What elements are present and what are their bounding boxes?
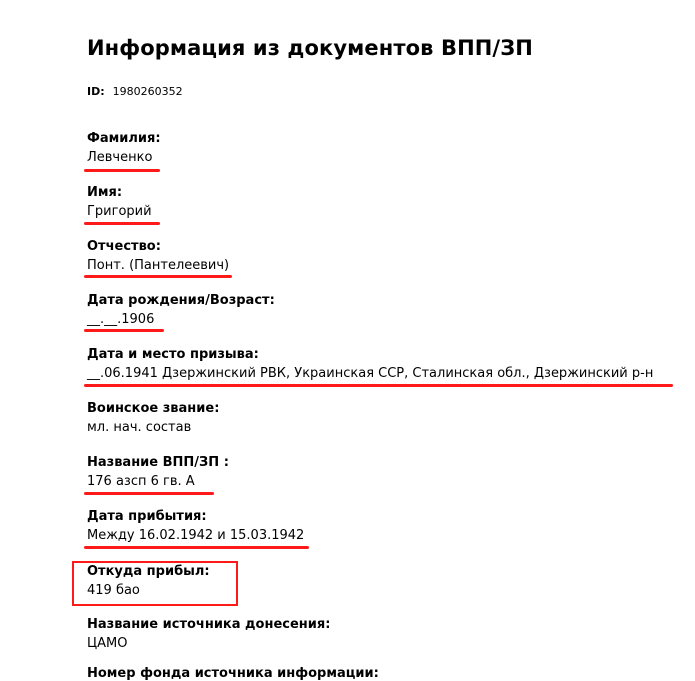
field-patronymic bbox=[87, 238, 229, 275]
field-rank bbox=[87, 400, 219, 437]
field-value: Понт. (Пантелеевич) bbox=[87, 258, 230, 273]
annotation-underline bbox=[84, 222, 160, 225]
id-value: 1980260352 bbox=[112, 85, 183, 98]
field-name bbox=[87, 184, 152, 221]
field-value: Левченко bbox=[87, 150, 153, 165]
field-surname bbox=[87, 130, 161, 167]
field-conscription bbox=[87, 346, 653, 383]
field-arrival-date bbox=[87, 508, 304, 545]
annotation-underline bbox=[84, 169, 160, 172]
record-id bbox=[87, 85, 183, 98]
field-label: Отчество: bbox=[87, 239, 161, 254]
annotation-underline bbox=[84, 492, 214, 495]
field-value: __.06.1941 Дзержинский РВК, Украинская ССР, Сталинская обл., Дзержинский р-н bbox=[87, 366, 654, 381]
field-value: Григорий bbox=[87, 204, 152, 219]
field-label: Имя: bbox=[87, 185, 123, 200]
page-title: Информация из документов ВПП/ЗП bbox=[87, 36, 533, 60]
annotation-underline bbox=[84, 275, 232, 278]
field-label: Название источника донесения: bbox=[87, 617, 331, 632]
field-label: Дата и место призыва: bbox=[87, 347, 259, 362]
field-value: 176 азсп 6 гв. А bbox=[87, 474, 195, 489]
annotation-underline bbox=[84, 546, 309, 549]
field-birthdate bbox=[87, 292, 275, 329]
annotation-underline bbox=[84, 329, 164, 332]
id-label: ID: bbox=[87, 85, 105, 98]
field-value: 419 бао bbox=[87, 583, 140, 598]
annotation-box bbox=[72, 561, 238, 606]
field-unit-name bbox=[87, 454, 229, 491]
field-value: ЦАМО bbox=[87, 636, 128, 651]
field-label: Название ВПП/ЗП : bbox=[87, 455, 229, 470]
field-fund-number-label: Номер фонда источника информации: bbox=[87, 666, 379, 681]
field-label: Фамилия: bbox=[87, 131, 161, 146]
field-value: __.__.1906 bbox=[87, 312, 155, 327]
field-label: Дата рождения/Возраст: bbox=[87, 293, 275, 308]
field-label: Откуда прибыл: bbox=[87, 564, 210, 579]
field-label: Воинское звание: bbox=[87, 401, 220, 416]
field-value: мл. нач. состав bbox=[87, 420, 192, 435]
field-source-name bbox=[87, 616, 330, 653]
field-label: Дата прибытия: bbox=[87, 509, 207, 524]
annotation-underline bbox=[84, 384, 673, 387]
field-value: Между 16.02.1942 и 15.03.1942 bbox=[87, 528, 305, 543]
